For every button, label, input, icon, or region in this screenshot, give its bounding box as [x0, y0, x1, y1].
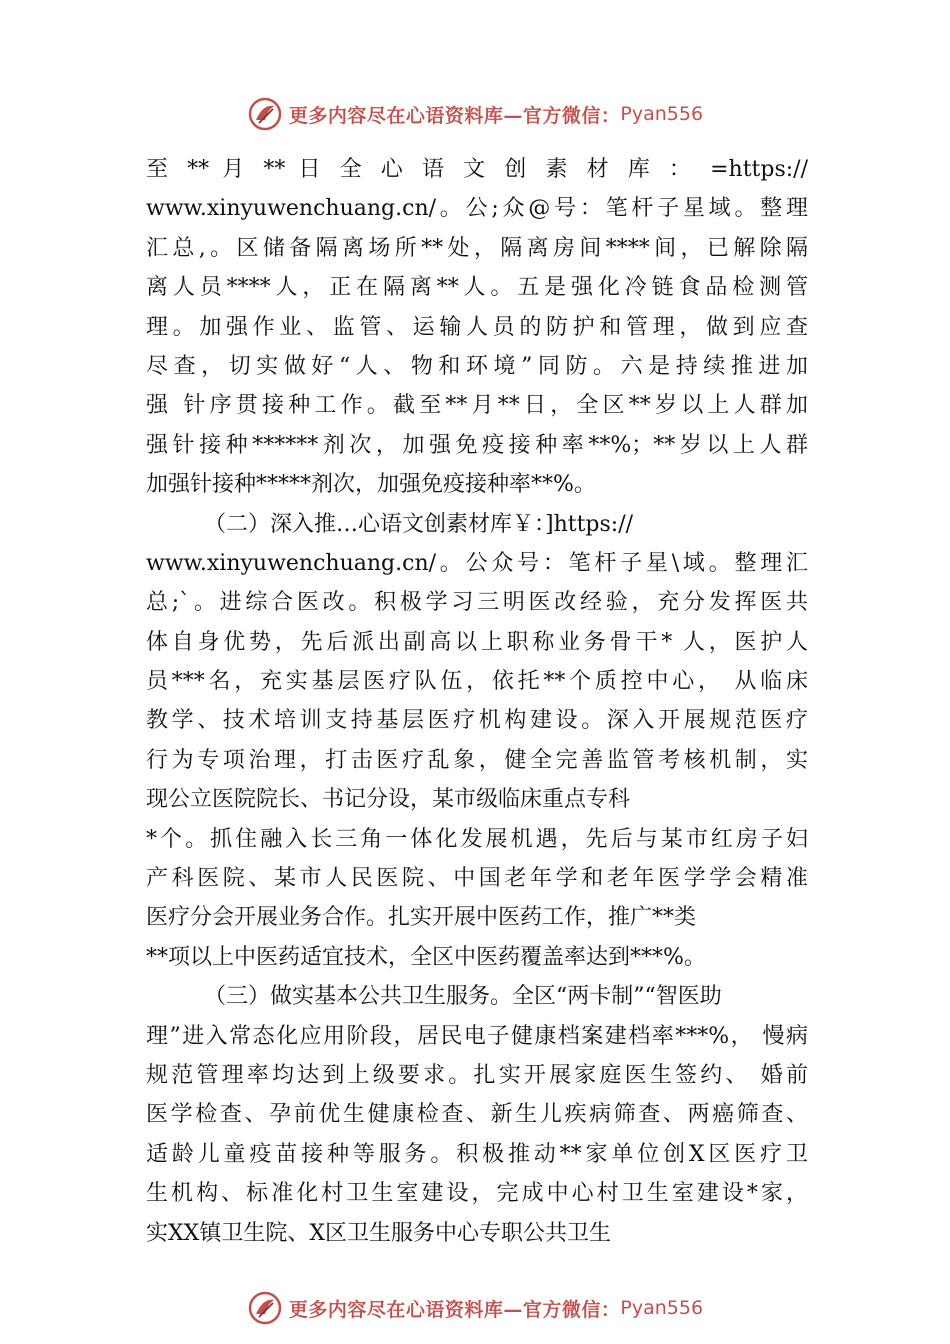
xinyu-logo-icon [247, 96, 283, 132]
text-line: www.xinyuwenchuang.cn/。公众号：笔杆子星\域。整理汇 [146, 550, 808, 576]
text-line: 尽查，切实做好“人、物和环境”同防。六是持续推进加 [146, 353, 808, 379]
banner-text: 更多内容尽在心语资料库—官方微信： [288, 1298, 621, 1321]
text-line: www.xinyuwenchuang.cn/。公;众@号：笔杆子星域。整理 [146, 196, 808, 222]
text-line: 强针接种******剂次，加强免疫接种率**%；**岁以上人群 [146, 432, 808, 458]
text-line: 行为专项治理，打击医疗乱象，健全完善监管考核机制，实 [146, 747, 808, 773]
paragraph-1 [146, 150, 808, 505]
text-line: **项以上中医药适宜技术，全区中医药覆盖率达到***%。 [146, 944, 706, 970]
banner-contact: Pyan556 [620, 1297, 704, 1319]
banner-text: 更多内容尽在心语资料库—官方微信： [288, 104, 621, 127]
text-line: 加强针接种*****剂次，加强免疫接种率**%。 [146, 472, 596, 498]
text-line: 汇总,。区储备隔离场所**处，隔离房间****间，已解除隔 [146, 235, 808, 261]
text-line: （二）深入推…心语文创素材库￥：]https:// [204, 511, 634, 537]
text-line: 离人员****人，正在隔离**人。五是强化冷链食品检测管 [146, 275, 808, 301]
text-line: 至 ** 月 ** 日 全 心 语 文 创 素 材 库 ： =https:// [146, 157, 808, 182]
header-banner [0, 94, 950, 134]
text-line: 体自身优势，先后派出副高以上职称业务骨干* 人，医护人 [146, 629, 808, 655]
text-line: 理”进入常态化应用阶段，居民电子健康档案建档率***%， 慢病 [146, 1023, 808, 1049]
text-line: 医疗分会开展业务合作。扎实开展中医药工作，推广**类 [146, 905, 697, 931]
footer-banner [0, 1288, 950, 1328]
text-line: 教学、技术培训支持基层医疗机构建设。深入开展规范医疗 [146, 708, 808, 734]
text-line: 员***名，充实基层医疗队伍，依托**个质控中心， 从临床 [146, 669, 808, 695]
text-line: 生机构、标准化村卫生室建设，完成中心村卫生室建设*家， [146, 1181, 808, 1207]
text-line: （三）做实基本公共卫生服务。全区“两卡制”“智医助 [204, 984, 722, 1010]
banner-contact: Pyan556 [620, 103, 704, 125]
paragraph-2 [146, 505, 808, 978]
text-line: 强 针序贯接种工作。截至**月**日，全区**岁以上人群加 [146, 393, 808, 419]
text-line: 医学检查、孕前优生健康检查、新生儿疾病筛查、两癌筛查、 [146, 1102, 808, 1128]
text-line: 规范管理率均达到上级要求。扎实开展家庭医生签约、 婚前 [146, 1062, 808, 1088]
text-line: 总;`。进综合医改。积极学习三明医改经验，充分发挥医共 [146, 590, 808, 616]
paragraph-3 [146, 977, 808, 1253]
text-line: 实XX镇卫生院、X区卫生服务中心专职公共卫生 [146, 1220, 611, 1246]
document-body [146, 150, 808, 1253]
text-line: 产科医院、某市人民医院、中国老年学和老年医学学会精准 [146, 866, 808, 892]
text-line: 适龄儿童疫苗接种等服务。积极推动**家单位创X区医疗卫 [146, 1141, 808, 1167]
text-line: *个。抓住融入长三角一体化发展机遇，先后与某市红房子妇 [146, 826, 808, 852]
xinyu-logo-icon [247, 1290, 283, 1326]
text-line: 理。加强作业、监管、运输人员的防护和管理，做到应查 [146, 314, 808, 340]
text-line: 现公立医院院长、书记分设，某市级临床重点专科 [146, 787, 631, 813]
